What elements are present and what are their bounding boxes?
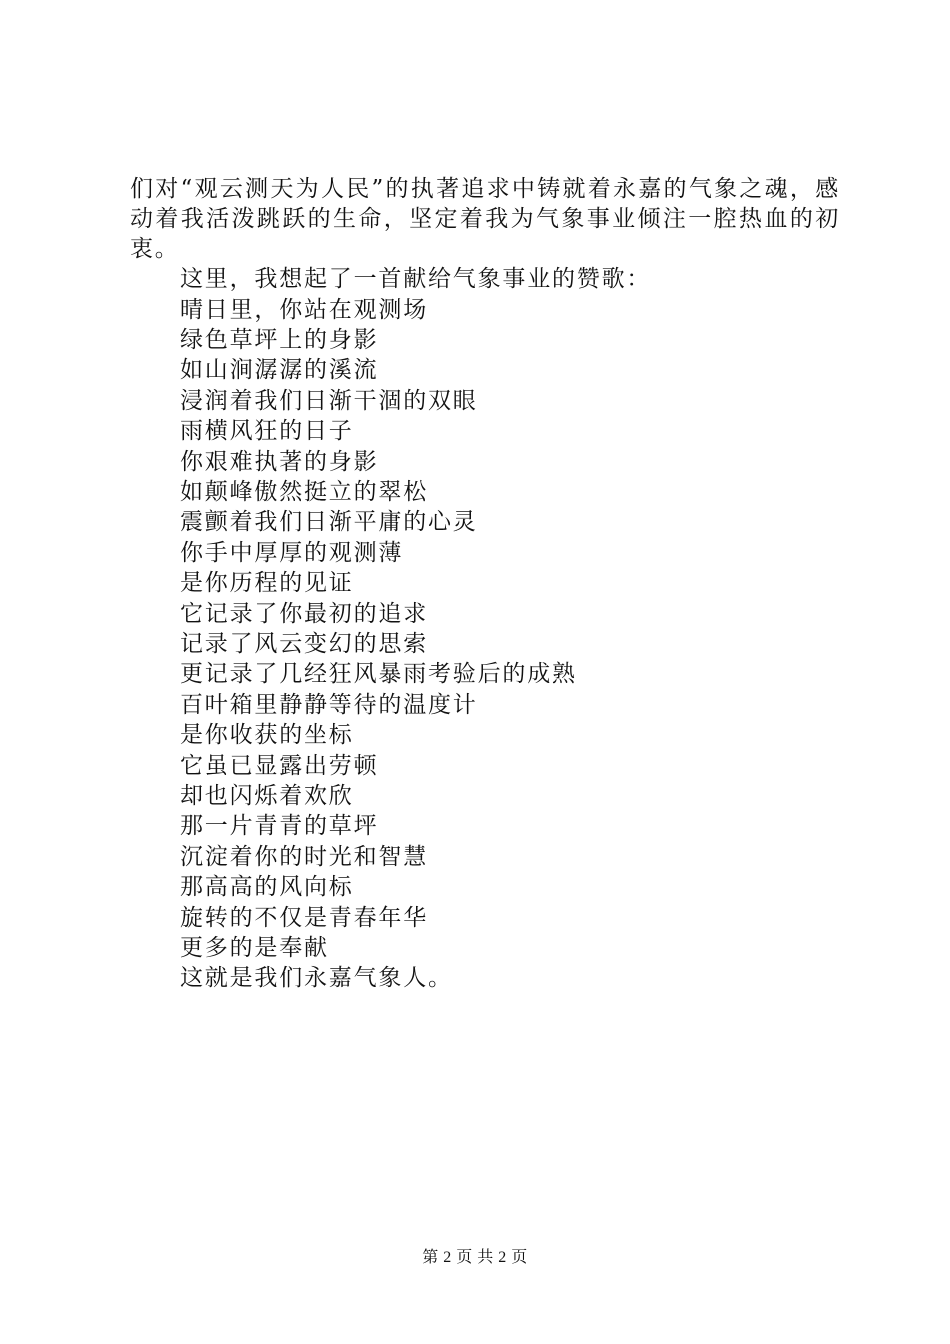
poem-line: 却也闪烁着欢欣 [180, 783, 354, 809]
poem-line: 绿色草坪上的身影 [180, 326, 379, 353]
poem-line: 如山涧潺潺的溪流 [180, 357, 379, 384]
poem-line: 雨横风狂的日子 [180, 418, 354, 445]
document-body [130, 174, 840, 994]
poem-line: 你艰难执著的身影 [180, 448, 379, 475]
poem-line: 记录了风云变幻的思索 [180, 630, 428, 657]
poem-line: 百叶箱里静静等待的温度计 [180, 691, 478, 718]
poem-line: 浸润着我们日渐干涸的双眼 [180, 387, 478, 414]
poem-line: 那一片青青的草坪 [180, 813, 379, 840]
page-number-footer: 第 2 页 共 2 页 [422, 1249, 528, 1266]
poem-line: 这就是我们永嘉气象人。 [180, 965, 453, 992]
poem-line: 更记录了几经狂风暴雨考验后的成熟 [180, 661, 577, 688]
poem-line: 如颠峰傲然挺立的翠松 [180, 478, 428, 505]
poem-line: 晴日里，你站在观测场 [180, 296, 428, 323]
poem [130, 295, 840, 994]
paragraph-intro: 这里，我想起了一首献给气象事业的赞歌： [180, 266, 652, 292]
poem-line: 那高高的风向标 [180, 874, 354, 901]
poem-line: 是你收获的坐标 [180, 722, 354, 749]
poem-line: 更多的是奉献 [180, 935, 329, 962]
poem-line: 是你历程的见证 [180, 570, 354, 597]
poem-line: 它记录了你最初的追求 [180, 600, 428, 627]
poem-line: 它虽已显露出劳顿 [180, 752, 379, 779]
poem-line: 沉淀着你的时光和智慧 [180, 843, 428, 870]
poem-line: 旋转的不仅是青春年华 [180, 904, 428, 931]
poem-line: 震颤着我们日渐平庸的心灵 [180, 509, 478, 536]
poem-line: 你手中厚厚的观测薄 [180, 539, 404, 566]
paragraph-continued: 们对“观云测天为人民”的执著追求中铸就着永嘉的气象之魂，感动着我活泼跳跃的生命，坚定着我为气象事业倾注一腔热血的初衷。 [130, 176, 840, 262]
